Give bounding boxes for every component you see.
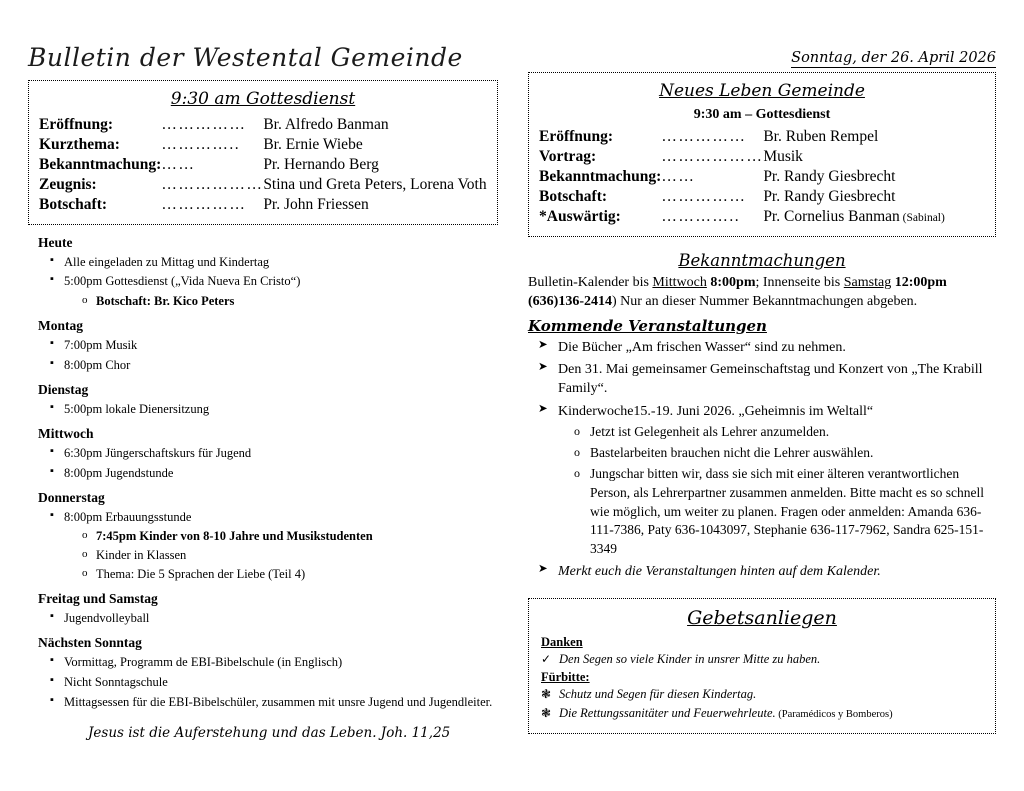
neues-leben-value: Pr. Randy Giesbrecht [763,168,896,185]
neues-leben-dots: …… [661,168,696,185]
flame-icon: ❃ [541,687,552,702]
prayer-requests-box [528,598,996,735]
intro-text: ) Nur an dieser Nummer Bekanntmachungen abgeben. [612,293,918,309]
list-item [64,509,498,584]
neues-leben-subtitle: 9:30 am – Gottesdienst [693,107,831,122]
announcements-intro [528,274,996,312]
prayer-group-label: Danken [541,634,583,649]
neues-leben-note: (Sabinal) [899,212,945,224]
list-item-text: 7:00pm Musik [64,338,138,353]
event-sub-item: o Jetzt ist Gelegenheit als Lehrer anzumelden. [590,423,996,442]
service-dots: ……………… [161,175,264,193]
event-text: Merkt euch die Veranstaltungen hinten auf dem Kalender. [558,564,881,580]
page-title: Bulletin der Westental Gemeinde [28,43,463,72]
prayer-item [541,686,983,704]
prayer-item-text: Schutz und Segen für diesen Kindertag. [559,687,757,702]
service-value: Pr. John Friessen [263,195,369,213]
list-item [64,694,498,711]
deadline-time-1: 8:00pm [706,275,756,290]
service-value: Br. Ernie Wiebe [263,135,363,153]
weekly-schedule [28,235,498,711]
neues-leben-row [539,207,985,227]
schedule-day-items [28,509,498,584]
list-item-text: Botschaft: Br. Kico Peters [96,294,235,309]
neues-leben-table [539,127,985,227]
service-label: Bekanntmachung: [39,155,162,173]
event-item [558,360,996,399]
service-label: Zeugnis: [39,175,97,193]
check-icon: ✓ [541,651,552,666]
schedule-day-heading: Donnerstag [38,489,105,505]
service-dots: …………… [161,115,247,133]
list-item [96,566,498,583]
schedule-day-items [28,254,498,311]
deadline-weekday-2: Samstag [843,275,892,290]
event-text: Kinderwoche15.-19. Juni 2026. „Geheimnis im Weltall“ [558,403,874,419]
service-row [39,115,487,135]
events-list [528,338,996,582]
schedule-sub-items [64,293,498,310]
left-column [28,44,498,741]
list-item [96,528,498,545]
intro-text: ; Innenseite bis [755,275,844,290]
prayer-item [541,651,983,669]
footer-verse: Jesus ist die Auferstehung und das Leben. Joh. 11,25 [88,724,451,741]
deadline-weekday-1: Mittwoch [652,275,707,290]
prayer-item-note: (Paramédicos y Bomberos) [775,708,893,720]
list-item [64,465,498,482]
bulletin-date: Sonntag, der 26. April 2026 [791,50,996,66]
schedule-day-items [28,610,498,627]
prayer-item-text: Den Segen so viele Kinder in unsrer Mitte zu haben. [559,651,821,666]
list-item-text: Thema: Die 5 Sprachen der Liebe (Teil 4) [96,567,306,582]
neues-leben-dots: …………… [661,128,747,145]
list-item [64,337,498,354]
list-item [64,674,498,691]
neues-leben-label: Vortrag: [539,148,597,165]
schedule-day-items [28,401,498,418]
intro-text: Bulletin-Kalender bis [528,275,653,290]
list-item-text: Jugendvolleyball [64,611,150,625]
list-item-text: 7:45pm Kinder von 8-10 Jahre und Musikstudenten [96,529,373,544]
schedule-day-heading: Montag [38,318,83,334]
list-item-text: 8:00pm Erbauungsstunde [64,509,192,524]
neues-leben-row [539,187,985,207]
neues-leben-box [528,72,996,237]
deadline-time-2: 12:00pm (636)136-2414 [528,275,947,309]
schedule-day-heading: Heute [38,234,73,250]
neues-leben-row [539,167,985,187]
service-value: Stina und Greta Peters, Lorena Voth [263,175,487,193]
neues-leben-value: Br. Ruben Rempel [763,128,879,145]
event-item [558,402,996,560]
right-column [528,44,996,734]
service-row [39,175,487,195]
schedule-day-heading: Freitag und Samstag [38,591,158,606]
service-row [39,155,487,175]
service-dots: ………….. [161,135,241,153]
events-heading: Kommende Veranstaltungen [528,316,767,335]
service-title: 9:30 am Gottesdienst [170,88,356,109]
schedule-day-heading: Mittwoch [38,425,94,441]
neues-leben-label: Eröffnung: [539,128,614,145]
neues-leben-dots: ……………… [661,148,764,165]
schedule-day-items [28,654,498,711]
list-item [64,401,498,418]
neues-leben-title: Neues Leben Gemeinde [659,81,865,101]
list-item [64,273,498,310]
list-item [64,357,498,374]
schedule-day-heading: Nächsten Sonntag [38,634,142,650]
service-program-table [39,115,487,215]
list-item [64,610,498,627]
neues-leben-row [539,147,985,167]
announcements-heading: Bekanntmachungen [678,251,846,270]
list-item-text: 8:00pm Chor [64,358,131,372]
event-sub-item: o Jungschar bitten wir, dass sie sich mit einer älteren verantwortlichen Person, als Lehrerpartner zusammen anmelden. Bitte macht es so schnell wie möglich, um weiter zu planen. Fragen oder anmelden: Amanda 636-111-7386, Paty 636-1043097, Stephanie 636-117-7962, Sandra 625-151-3349 [590,465,996,559]
neues-leben-row [539,127,985,147]
service-value: Br. Alfredo Banman [263,115,389,133]
event-item [558,338,996,357]
service-dots: …… [161,155,196,173]
list-item-text: 8:00pm Jugendstunde [64,465,174,480]
event-sub-item: o Bastelarbeiten brauchen nicht die Lehrer auswählen. [590,444,996,463]
list-item [96,293,498,310]
prayer-group-label: Fürbitte: [541,670,590,685]
list-item-text: Nicht Sonntagschule [64,674,168,689]
list-item-text: Vormittag, Programm de EBI-Bibelschule (in Englisch) [64,654,343,669]
list-item [64,445,498,462]
prayer-item-text: Die Rettungssanitäter und Feuerwehrleute. [559,705,776,720]
schedule-sub-items [64,528,498,583]
neues-leben-label: *Auswärtig: [539,208,621,225]
event-item [558,562,996,581]
neues-leben-dots: ………….. [661,208,741,225]
schedule-day-heading: Dienstag [38,381,89,397]
list-item [64,254,498,271]
list-item-text: 6:30pm Jüngerschaftskurs für Jugend [64,445,252,460]
service-row [39,135,487,155]
service-row [39,195,487,215]
neues-leben-value: Musik [763,148,803,165]
neues-leben-value: Pr. Cornelius Banman (Sabinal) [763,208,945,225]
prayer-item [541,705,983,723]
service-value: Pr. Hernando Berg [263,155,379,173]
service-dots: …………… [161,195,247,213]
list-item-text: Mittagsessen für die EBI-Bibelschüler, zusammen mit unsre Jugend und Jugendleiter. [64,694,493,709]
list-item-text: 5:00pm lokale Dienersitzung [64,401,210,416]
event-text: Den 31. Mai gemeinsamer Gemeinschaftstag und Konzert von „The Krabill Family“. [558,362,983,397]
schedule-day-items [28,445,498,482]
list-item [96,547,498,564]
event-sub-items [558,423,996,559]
list-item-text: 5:00pm Gottesdienst („Vida Nueva En Cristo“) [64,274,301,289]
neues-leben-label: Bekanntmachung: [539,168,662,185]
neues-leben-dots: …………… [661,188,747,205]
service-label: Eröffnung: [39,115,114,133]
list-item [64,654,498,671]
event-text: Die Bücher „Am frischen Wasser“ sind zu nehmen. [558,339,846,355]
list-item-text: Kinder in Klassen [96,548,187,563]
service-label: Kurzthema: [39,135,120,153]
service-program-box [28,80,498,225]
prayer-title: Gebetsanliegen [687,606,837,629]
neues-leben-value: Pr. Randy Giesbrecht [763,188,896,205]
list-item-text: Alle eingeladen zu Mittag und Kindertag [64,254,270,269]
neues-leben-label: Botschaft: [539,188,608,205]
schedule-day-items [28,337,498,374]
service-label: Botschaft: [39,195,108,213]
flame-icon: ❃ [541,705,552,720]
